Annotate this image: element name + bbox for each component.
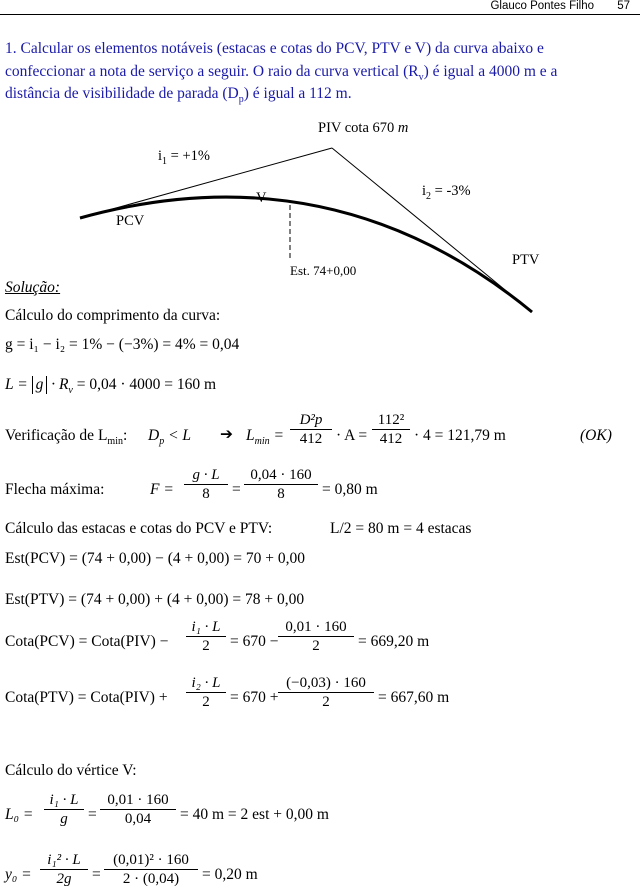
cota-pcv-result: = 669,20 m bbox=[358, 633, 430, 650]
verification-label: Verificação de $L_{min}$: bbox=[5, 427, 128, 448]
flecha-fraction-2: 0,04 · 160 8 bbox=[244, 466, 318, 503]
verification-condition: $D_p < L$ bbox=[148, 427, 192, 448]
arrow-icon: ➔ bbox=[220, 426, 233, 443]
y0-fraction-1: i₁² · L 2g bbox=[40, 851, 88, 888]
L0-fraction-1: i₁ · L g bbox=[44, 791, 84, 828]
pcv-label: PCV bbox=[116, 213, 145, 229]
cota-ptv-fraction-1: i₂ · L 2 bbox=[186, 674, 226, 711]
flecha-result: = 0,80 m bbox=[322, 481, 378, 498]
calc-vertex-heading: Cálculo do vértice V: bbox=[5, 762, 137, 779]
y0-fraction-2: (0,01)² · 160 2 · (0,04) bbox=[104, 851, 198, 888]
cota-ptv-result: = 667,60 m bbox=[378, 689, 450, 706]
ptv-label: PTV bbox=[512, 252, 540, 268]
station-label: Est. 74+0,00 bbox=[290, 263, 357, 278]
lmin-label: $L_{min}$ = bbox=[246, 427, 284, 448]
L0-left: L₀ = bbox=[5, 806, 34, 823]
y0-eq-sign: = bbox=[92, 866, 101, 883]
lmin-fraction-1: D²p 412 bbox=[290, 411, 332, 448]
L-equation: $L = g \cdot R_v = 0,04 \cdot 4000 = 160$ m bbox=[5, 376, 217, 397]
problem-line-3: distância de visibilidade de parada $(D_p)$ é igual a 112 m. bbox=[5, 85, 352, 106]
piv-label: PIV cota 670 m bbox=[318, 120, 409, 136]
solution-heading: Solução: bbox=[5, 279, 61, 296]
cota-pcv-fraction-1: i₁ · L 2 bbox=[186, 618, 226, 655]
L0-result: = 40 m = 2 est + 0,00 m bbox=[180, 806, 329, 823]
i1-label: $i_1 = +1\%$ bbox=[158, 148, 210, 167]
g-equation: g = i₁ − i₂ = 1% − (−3%) = 4% = 0,04 bbox=[5, 336, 240, 353]
L0-eq-sign: = bbox=[88, 806, 97, 823]
problem-line-1: 1. Calcular os elementos notáveis (estacas e cotas do PCV, PTV e V) da curva abaixo e bbox=[5, 40, 544, 57]
problem-line-2: confeccionar a nota de serviço a seguir. O raio da curva vertical $(R_v)$ é igual a 4000 m e a bbox=[5, 63, 558, 84]
flecha-label: Flecha máxima: bbox=[5, 481, 105, 498]
lmin-ok: (OK) bbox=[580, 427, 612, 444]
vertical-curve-arc bbox=[80, 197, 532, 312]
lmin-result: · 4 = 121,79 m bbox=[414, 427, 506, 444]
lmin-fraction-2: 112² 412 bbox=[372, 411, 410, 448]
cota-ptv-left: Cota(PTV) = Cota(PIV) + bbox=[5, 689, 168, 706]
cota-ptv-fraction-2: (−0,03) · 160 2 bbox=[278, 674, 374, 711]
vertical-curve-figure bbox=[0, 110, 640, 320]
station-pcv-equation: Est(PCV) = (74 + 0,00) − (4 + 0,00) = 70 + 0,00 bbox=[5, 550, 306, 567]
i2-label: $i_2 = -3\%$ bbox=[422, 183, 471, 202]
calc-length-heading: Cálculo do comprimento da curva: bbox=[5, 307, 221, 324]
header-rule bbox=[0, 14, 640, 15]
y0-result: = 0,20 m bbox=[202, 866, 258, 883]
calc-stations-heading: Cálculo das estacas e cotas do PCV e PTV: bbox=[5, 520, 273, 537]
flecha-F: F = bbox=[150, 481, 174, 498]
L0-fraction-2: 0,01 · 160 0,04 bbox=[100, 791, 176, 828]
cota-pcv-fraction-2: 0,01 · 160 2 bbox=[278, 618, 354, 655]
half-length-note: L/2 = 80 m = 4 estacas bbox=[330, 520, 472, 537]
flecha-fraction-1: g · L 8 bbox=[184, 466, 228, 503]
running-header-author: Glauco Pontes Filho bbox=[490, 0, 594, 12]
cota-ptv-mid: = 670 + bbox=[230, 689, 279, 706]
y0-left: y₀ = bbox=[5, 866, 32, 883]
cota-pcv-left: Cota(PCV) = Cota(PIV) − bbox=[5, 633, 169, 650]
station-ptv-equation: Est(PTV) = (74 + 0,00) + (4 + 0,00) = 78 + 0,00 bbox=[5, 591, 305, 608]
lmin-area-term: · A = bbox=[336, 427, 368, 444]
flecha-eq-sign: = bbox=[232, 481, 241, 498]
vertex-label: V bbox=[256, 190, 267, 206]
cota-pcv-mid: = 670 − bbox=[230, 633, 279, 650]
page-number: 57 bbox=[617, 0, 630, 12]
